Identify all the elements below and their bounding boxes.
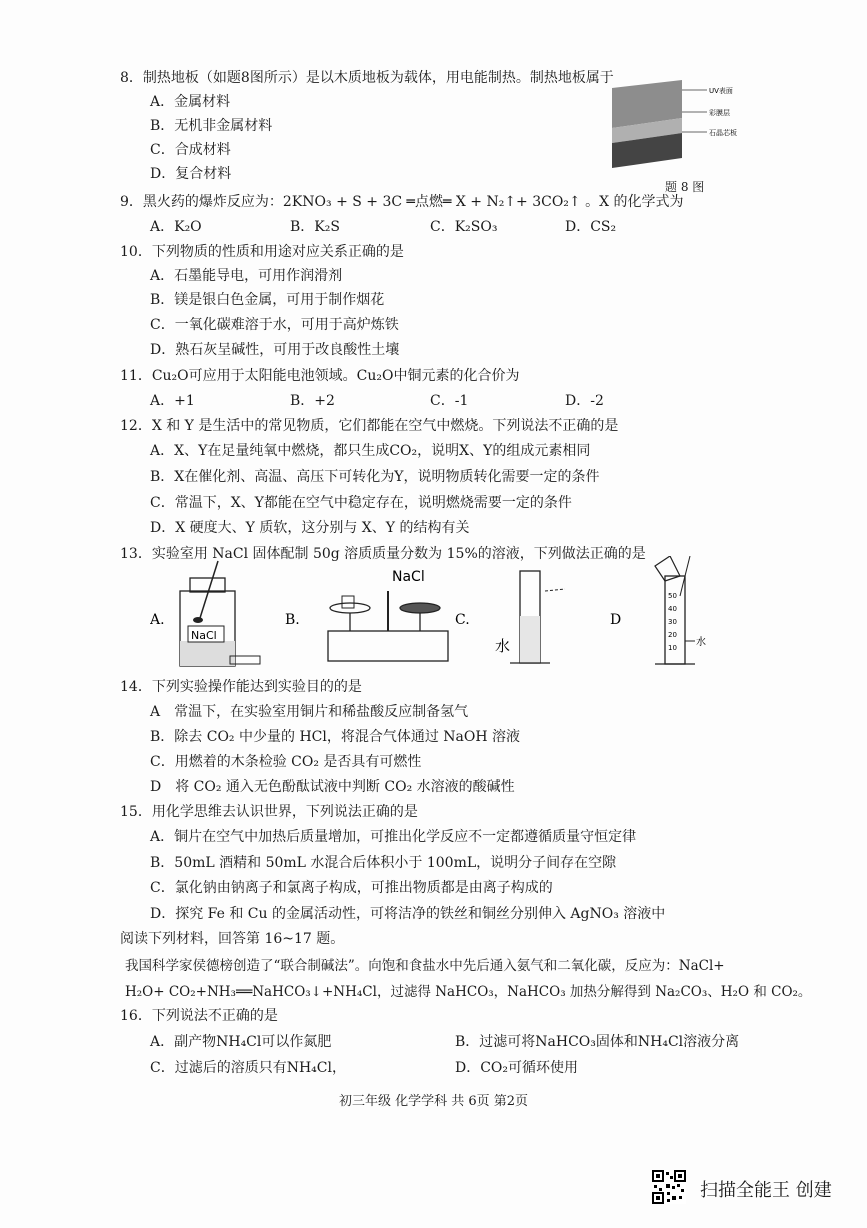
q15-stem: 15．用化学思维去认识世界，下列说法正确的是 <box>120 804 418 820</box>
fig8-label-film: 彩膜层 <box>709 109 730 117</box>
q12-stem: 12．X 和 Y 是生活中的常见物质，它们都能在空气中燃烧。下列说法不正确的是 <box>120 418 619 434</box>
q10-option-a: A．石墨能导电，可用作润滑剂 <box>150 268 343 284</box>
q15-option-b: B．50mL 酒精和 50mL 水混合后体积小于 100mL，说明分子间存在空隙 <box>150 855 617 871</box>
q8-option-b: B．无机非金属材料 <box>150 118 273 134</box>
q14-option-d: D 将 CO₂ 通入无色酚酞试液中判断 CO₂ 水溶液的酸碱性 <box>150 779 515 795</box>
q13-water-label-d: 水 <box>696 637 706 648</box>
q13-water-label-c: 水 <box>495 637 511 655</box>
q8-figure-caption: 题 8 图 <box>665 180 705 194</box>
graduated-cylinder-c-icon <box>495 571 565 663</box>
reading-intro: 阅读下列材料，回答第 16~17 题。 <box>120 931 345 947</box>
q13-label-a: A. <box>150 612 165 628</box>
scanner-watermark: 扫描全能王 创建 <box>700 1180 832 1201</box>
q11-option-b: B．+2 <box>290 393 335 409</box>
q13-label-b: B. <box>285 612 300 628</box>
q12-option-c: C．常温下，X、Y都能在空气中稳定存在，说明燃烧需要一定的条件 <box>150 495 572 511</box>
reagent-bottle-icon <box>180 561 260 666</box>
graduated-cylinder-d-icon <box>655 556 706 664</box>
q10-option-b: B．镁是银白色金属，可用于制作烟花 <box>150 292 385 308</box>
q12-option-a: A．X、Y在足量纯氧中燃烧，都只生成CO₂，说明X、Y的组成元素相同 <box>150 443 591 459</box>
q16-stem: 16．下列说法不正确的是 <box>120 1008 278 1024</box>
q9-option-a: A．K₂O <box>150 219 202 235</box>
q11-stem: 11．Cu₂O可应用于太阳能电池领域。Cu₂O中铜元素的化合价为 <box>120 368 520 384</box>
q15-option-d: D．探究 Fe 和 Cu 的金属活动性，可将洁净的铁丝和铜丝分别伸入 AgNO₃ 溶液中 <box>150 906 666 922</box>
q13-balance-label: NaCl <box>392 569 425 585</box>
q12-option-b: B．X在催化剂、高温、高压下可转化为Y，说明物质转化需要一定的条件 <box>150 469 600 485</box>
q9-stem: 9．黑火药的爆炸反应为：2KNO₃ + S + 3C ═点燃═ X + N₂↑+ 3CO₂↑ 。X 的化学式为 <box>120 194 684 210</box>
q13-nacl-bottle-label: NaCl <box>191 629 217 642</box>
q11-option-c: C．-1 <box>430 393 469 409</box>
q14-option-a: A 常温下，在实验室用铜片和稀盐酸反应制备氢气 <box>150 704 469 720</box>
q13-tick-50: 50 <box>668 592 677 600</box>
qr-code-icon <box>652 1170 686 1204</box>
fig8-label-uv: UV表面 <box>709 87 733 95</box>
q15-option-c: C．氯化钠由钠离子和氯离子构成，可推出物质都是由离子构成的 <box>150 880 553 896</box>
reading-material-line1: 我国科学家侯德榜创造了“联合制碱法”。向饱和食盐水中先后通入氨气和二氧化碳，反应为：NaCl+ <box>125 958 725 974</box>
q11-option-d: D．-2 <box>565 393 604 409</box>
q9-option-b: B．K₂S <box>290 219 340 235</box>
q13-tick-20: 20 <box>668 631 677 639</box>
q16-option-c: C．过滤后的溶质只有NH₄Cl， <box>150 1060 346 1076</box>
reading-material-line2: H₂O+ CO₂+NH₃══NaHCO₃↓+NH₄Cl，过滤得 NaHCO₃，NaHCO₃ 加热分解得到 Na₂CO₃、H₂O 和 CO₂。 <box>125 984 812 1000</box>
q14-option-c: C．用燃着的木条检验 CO₂ 是否具有可燃性 <box>150 754 422 770</box>
q14-option-b: B．除去 CO₂ 中少量的 HCl，将混合气体通过 NaOH 溶液 <box>150 729 521 745</box>
q16-option-d: D．CO₂可循环使用 <box>455 1060 579 1076</box>
q14-stem: 14．下列实验操作能达到实验目的的是 <box>120 679 362 695</box>
q13-label-c: C. <box>455 612 470 628</box>
q8-option-c: C．合成材料 <box>150 142 231 158</box>
q9-option-c: C．K₂SO₃ <box>430 219 498 235</box>
page-footer: 初三年级 化学学科 共 6页 第2页 <box>338 1094 529 1109</box>
q13-label-d: D <box>610 612 622 628</box>
q8-stem: 8．制热地板（如题8图所示）是以木质地板为载体，用电能制热。制热地板属于 <box>120 70 614 86</box>
q13-tick-30: 30 <box>668 618 677 626</box>
balance-icon <box>328 569 448 661</box>
q8-option-d: D．复合材料 <box>150 166 232 182</box>
q9-option-d: D．CS₂ <box>565 219 617 235</box>
q12-option-d: D．X 硬度大、Y 质软，这分别与 X、Y 的结构有关 <box>150 520 470 536</box>
q13-tick-40: 40 <box>668 605 677 613</box>
q10-option-d: D．熟石灰呈碱性，可用于改良酸性土壤 <box>150 342 400 358</box>
q13-stem: 13．实验室用 NaCl 固体配制 50g 溶质质量分数为 15%的溶液，下列做法正确的是 <box>120 546 646 562</box>
heated-floor-figure <box>607 78 767 173</box>
q13-tick-10: 10 <box>668 644 677 652</box>
q11-option-a: A．+1 <box>150 393 195 409</box>
q13-apparatus-figure <box>150 556 770 671</box>
q10-stem: 10．下列物质的性质和用途对应关系正确的是 <box>120 244 404 260</box>
fig8-label-core: 石晶芯板 <box>709 129 737 137</box>
q15-option-a: A．铜片在空气中加热后质量增加，可推出化学反应不一定都遵循质量守恒定律 <box>150 829 637 845</box>
q16-option-b: B．过滤可将NaHCO₃固体和NH₄Cl溶液分离 <box>455 1034 740 1050</box>
q16-option-a: A．副产物NH₄Cl可以作氮肥 <box>150 1034 332 1050</box>
q10-option-c: C．一氧化碳难溶于水，可用于高炉炼铁 <box>150 317 399 333</box>
q8-option-a: A．金属材料 <box>150 94 231 110</box>
